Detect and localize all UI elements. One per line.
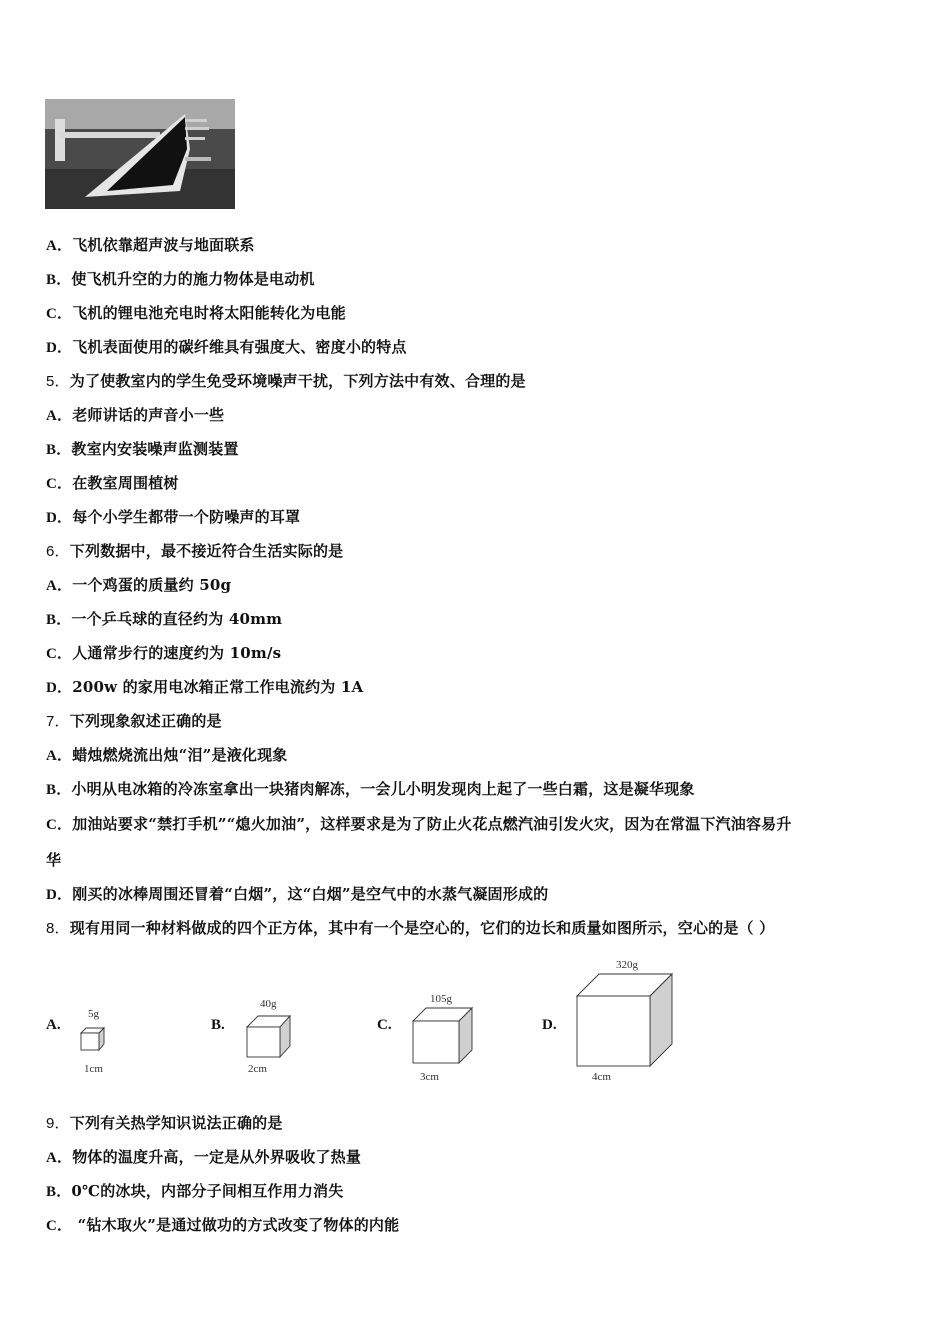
option-text: 一个乒乓球的直径约为 40mm xyxy=(71,610,283,628)
solar-plane-image xyxy=(45,99,235,209)
option-label: D． xyxy=(46,340,73,356)
option-label: B． xyxy=(46,442,72,458)
q5-stem xyxy=(46,371,526,392)
option-label: D． xyxy=(46,887,73,903)
option-text: 飞机的锂电池充电时将太阳能转化为电能 xyxy=(72,304,346,322)
q6-stem xyxy=(46,541,343,562)
option-text: 飞机表面使用的碳纤维具有强度大、密度小的特点 xyxy=(72,338,407,356)
q6-option-c xyxy=(46,643,281,664)
q9-option-c xyxy=(46,1215,399,1236)
q5-option-d xyxy=(46,507,300,528)
q6-option-d xyxy=(46,677,363,698)
option-label: A． xyxy=(46,578,73,594)
option-text: 一个鸡蛋的质量约 50g xyxy=(72,576,232,594)
cube-c-mass: 105g xyxy=(430,993,452,1005)
option-text: 使飞机升空的力的施力物体是电动机 xyxy=(71,270,315,288)
question-text: 下列现象叙述正确的是 xyxy=(69,712,222,730)
option-text: 教室内安装噪声监测装置 xyxy=(71,440,239,458)
option-label: C． xyxy=(46,817,73,833)
cube-d-edge: 4cm xyxy=(592,1071,611,1083)
option-label: D． xyxy=(46,510,73,526)
q7-option-c xyxy=(46,814,792,835)
option-label: C． xyxy=(46,306,73,322)
q4-option-c xyxy=(46,303,346,324)
question-text: 现有用同一种材料做成的四个正方体，其中有一个是空心的，它们的边长和质量如图所示，空心的是（ ） xyxy=(69,919,775,937)
option-text: 小明从电冰箱的冷冻室拿出一块猪肉解冻，一会儿小明发现肉上起了一些白霜，这是凝华现象 xyxy=(71,780,695,798)
option-text: 在教室周围植树 xyxy=(72,474,179,492)
q7-option-a xyxy=(46,745,288,766)
q7-option-d xyxy=(46,884,548,905)
option-text: 蜡烛燃烧流出烛“泪”是液化现象 xyxy=(72,746,288,764)
q8-stem xyxy=(46,918,774,939)
cube-a-label: A. xyxy=(46,1017,61,1033)
option-text: 飞机依靠超声波与地面联系 xyxy=(72,236,255,254)
option-text: 人通常步行的速度约为 10m/s xyxy=(72,644,282,662)
option-label: C． xyxy=(46,1218,73,1234)
cube-d-label: D. xyxy=(542,1017,557,1033)
q6-option-a xyxy=(46,575,231,596)
option-label: A． xyxy=(46,1150,73,1166)
option-label: D． xyxy=(46,680,73,696)
option-text: “钻木取火”是通过做功的方式改变了物体的内能 xyxy=(72,1216,400,1234)
cube-d-icon xyxy=(572,954,682,1084)
option-text-continuation: 华 xyxy=(46,851,62,869)
option-label: B． xyxy=(46,782,72,798)
q8-cubes-figure xyxy=(40,950,740,1090)
option-label: C． xyxy=(46,646,73,662)
option-text: 加油站要求“禁打手机”“熄火加油”，这样要求是为了防止火花点燃汽油引发火灾，因为在常温下汽油容易升 xyxy=(72,815,792,833)
question-text: 下列有关热学知识说法正确的是 xyxy=(69,1114,283,1132)
cube-d-mass: 320g xyxy=(616,959,638,971)
cube-c-edge: 3cm xyxy=(420,1071,439,1083)
q5-option-a xyxy=(46,405,224,426)
cube-b-edge: 2cm xyxy=(248,1063,267,1075)
option-text: 每个小学生都带一个防噪声的耳罩 xyxy=(72,508,301,526)
cube-b-mass: 40g xyxy=(260,998,277,1010)
q4-option-b xyxy=(46,269,315,290)
option-text: 200w 的家用电冰箱正常工作电流约为 1A xyxy=(72,678,364,696)
option-label: A． xyxy=(46,238,73,254)
q5-option-c xyxy=(46,473,179,494)
question-number: 6． xyxy=(46,543,70,560)
cube-a-edge: 1cm xyxy=(84,1063,103,1075)
cube-a-icon xyxy=(76,1000,116,1080)
question-text: 为了使教室内的学生免受环境噪声干扰，下列方法中有效、合理的是 xyxy=(69,372,526,390)
q4-option-a xyxy=(46,235,255,256)
q6-option-b xyxy=(46,609,282,630)
q7-option-b xyxy=(46,779,695,800)
q7-option-c-continuation xyxy=(46,850,61,870)
cube-b-icon xyxy=(240,990,300,1080)
option-text: 物体的温度升高，一定是从外界吸收了热量 xyxy=(72,1148,362,1166)
option-text: 0℃的冰块，内部分子间相互作用力消失 xyxy=(71,1182,344,1200)
option-label: A． xyxy=(46,408,73,424)
option-label: B． xyxy=(46,1184,72,1200)
q4-option-d xyxy=(46,337,407,358)
q7-stem xyxy=(46,711,222,732)
option-label: C． xyxy=(46,476,73,492)
option-label: B． xyxy=(46,612,72,628)
question-number: 8． xyxy=(46,920,70,937)
option-label: B． xyxy=(46,272,72,288)
cube-c-icon xyxy=(408,988,478,1088)
option-text: 刚买的冰棒周围还冒着“白烟”，这“白烟”是空气中的水蒸气凝固形成的 xyxy=(72,885,549,903)
q5-option-b xyxy=(46,439,239,460)
question-number: 7． xyxy=(46,713,70,730)
cube-b-label: B. xyxy=(211,1017,225,1033)
question-number: 9． xyxy=(46,1115,70,1132)
q9-option-b xyxy=(46,1181,343,1202)
question-number: 5． xyxy=(46,373,70,390)
option-label: A． xyxy=(46,748,73,764)
cube-a-mass: 5g xyxy=(88,1008,99,1020)
option-text: 老师讲话的声音小一些 xyxy=(72,406,225,424)
question-text: 下列数据中，最不接近符合生活实际的是 xyxy=(69,542,344,560)
cube-c-label: C. xyxy=(377,1017,392,1033)
q9-option-a xyxy=(46,1147,361,1168)
q9-stem xyxy=(46,1113,283,1134)
